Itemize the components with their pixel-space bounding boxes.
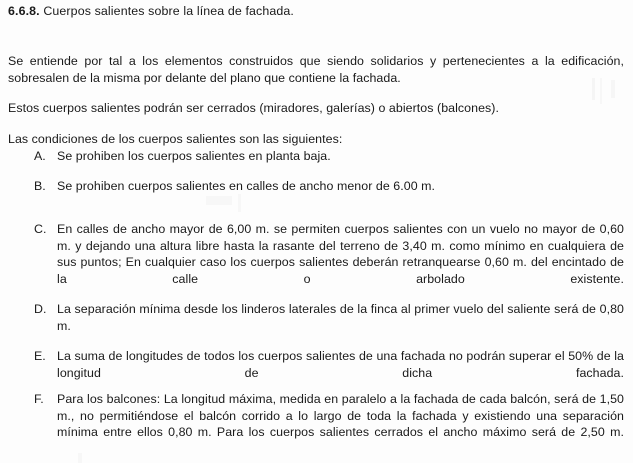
condition-item-c bbox=[34, 221, 624, 304]
section-heading bbox=[8, 3, 624, 19]
paragraph-definition: Se entiende por tal a los elementos construidos que siendo solidarios y pertenecientes a la edificación, sobresalen de la misma por delante del plano que contiene la fachada. bbox=[8, 54, 624, 85]
scan-artifact bbox=[206, 196, 232, 205]
condition-text: En calles de ancho mayor de 6,00 m. se permiten cuerpos salientes con un vuelo no mayor de 0,60 m. y dejando una altura libre hasta la rasante del terreno de 3,40 m. como mínimo en cualquiera de sus puntos; En cualquier caso los cuerpos salientes deberán retranquearse 0,60 m. del encintado de la calle o arbolado existente. bbox=[57, 222, 624, 286]
condition-item-d bbox=[34, 301, 624, 351]
condition-letter: D. bbox=[34, 302, 47, 316]
condition-text: Para los balcones: La longitud máxima, medida en paralelo a la fachada de cada balcón, será de 1,50 m., no permitiéndose el balcón corrido a lo largo de toda la fachada y existiendo una separación mínima entre ellos 0,80 m. Para los cuerpos salientes cerrados el ancho máximo será de 2,50 m. bbox=[57, 392, 624, 439]
section-title: Cuerpos salientes sobre la línea de fachada. bbox=[43, 4, 295, 18]
scan-artifact bbox=[238, 194, 241, 212]
condition-text: La suma de longitudes de todos los cuerpos salientes de una fachada no podrán superar el 50% de la longitud de dicha fachada. bbox=[57, 349, 624, 380]
condition-letter: E. bbox=[34, 349, 46, 363]
condition-item-f bbox=[34, 391, 624, 457]
condition-letter: A. bbox=[34, 149, 46, 163]
condition-text: La separación mínima desde los linderos laterales de la finca al primer vuelo del saliente será de 0,80 m. bbox=[57, 302, 624, 333]
paragraph-types: Estos cuerpos salientes podrán ser cerrados (miradores, galerías) o abiertos (balcones). bbox=[8, 101, 499, 116]
condition-item-b bbox=[34, 178, 624, 195]
condition-letter: C. bbox=[34, 222, 47, 236]
condition-item-a bbox=[34, 148, 624, 165]
condition-letter: F. bbox=[34, 392, 44, 406]
section-number: 6.6.8. bbox=[8, 4, 40, 18]
condition-letter: B. bbox=[34, 179, 46, 193]
paragraph-conditions-intro: Las condiciones de los cuerpos salientes son las siguientes: bbox=[8, 132, 343, 147]
condition-text: Se prohiben cuerpos salientes en calles de ancho menor de 6.00 m. bbox=[57, 179, 436, 193]
condition-text: Se prohiben los cuerpos salientes en planta baja. bbox=[57, 149, 331, 163]
